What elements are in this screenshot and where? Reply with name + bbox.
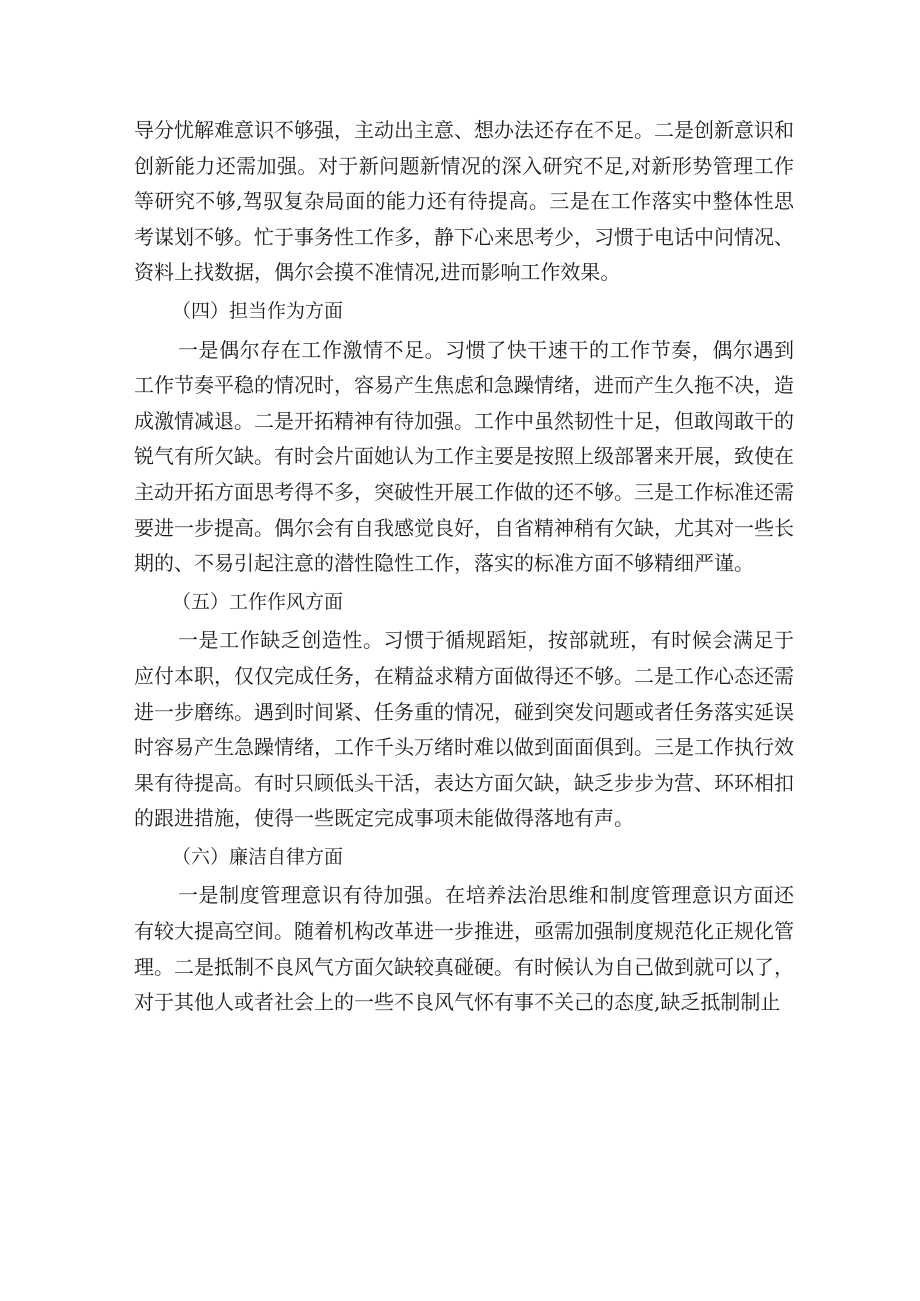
paragraph-integrity: 一是制度管理意识有待加强。在培养法治思维和制度管理意识方面还有较大提高空间。随着机构改革进一步推进，亟需加强制度规范化正规化管理。二是抵制不良风气方面欠缺较真碰硬。有时候认为自己做到就可以了，对于其他人或者社会上的一些不良风气怀有事不关己的态度,缺乏抵制制止 xyxy=(134,883,794,1015)
section-heading-responsibility: （四）担当作为方面 xyxy=(172,299,344,322)
paragraph-work-style: 一是工作缺乏创造性。习惯于循规蹈矩，按部就班，有时候会满足于应付本职，仅仅完成任务，在精益求精方面做得还不够。二是工作心态还需进一步磨练。遇到时间紧、任务重的情况，碰到突发问题或者任务落实延误时容易产生急躁情绪，工作千头万绪时难以做到面面俱到。三是工作执行效果有待提高。有时只顾低头干活，表达方面欠缺，缺乏步步为营、环环相扣的跟进措施，使得一些既定完成事项未能做得落地有声。 xyxy=(134,628,794,831)
section-heading-work-style: （五）工作作风方面 xyxy=(172,590,344,613)
document-body xyxy=(134,113,794,1021)
paragraph-continued-text: 导分忧解难意识不够强，主动出主意、想办法还存在不足。二是创新意识和创新能力还需加强。对于新问题新情况的深入研究不足,对新形势管理工作等研究不够,驾驭复杂局面的能力还有待提高。三是在工作落实中整体性思考谋划不够。忙于事务性工作多，静下心来思考少，习惯于电话中问情况、资料上找数据，偶尔会摸不准情况,进而影响工作效果。 xyxy=(134,118,794,285)
section-heading-integrity: （六）廉洁自律方面 xyxy=(172,845,344,868)
paragraph-responsibility: 一是偶尔存在工作激情不足。习惯了快干速干的工作节奏，偶尔遇到工作节奏平稳的情况时，容易产生焦虑和急躁情绪，进而产生久拖不决，造成激情减退。二是开拓精神有待加强。工作中虽然韧性十足，但敢闯敢干的锐气有所欠缺。有时会片面她认为工作主要是按照上级部署来开展，致使在主动开拓方面思考得不多，突破性开展工作做的还不够。三是工作标准还需要进一步提高。偶尔会有自我感觉良好，自省精神稍有欠缺，尤其对一些长期的、不易引起注意的潜性隐性工作，落实的标准方面不够精细严谨。 xyxy=(134,337,794,576)
